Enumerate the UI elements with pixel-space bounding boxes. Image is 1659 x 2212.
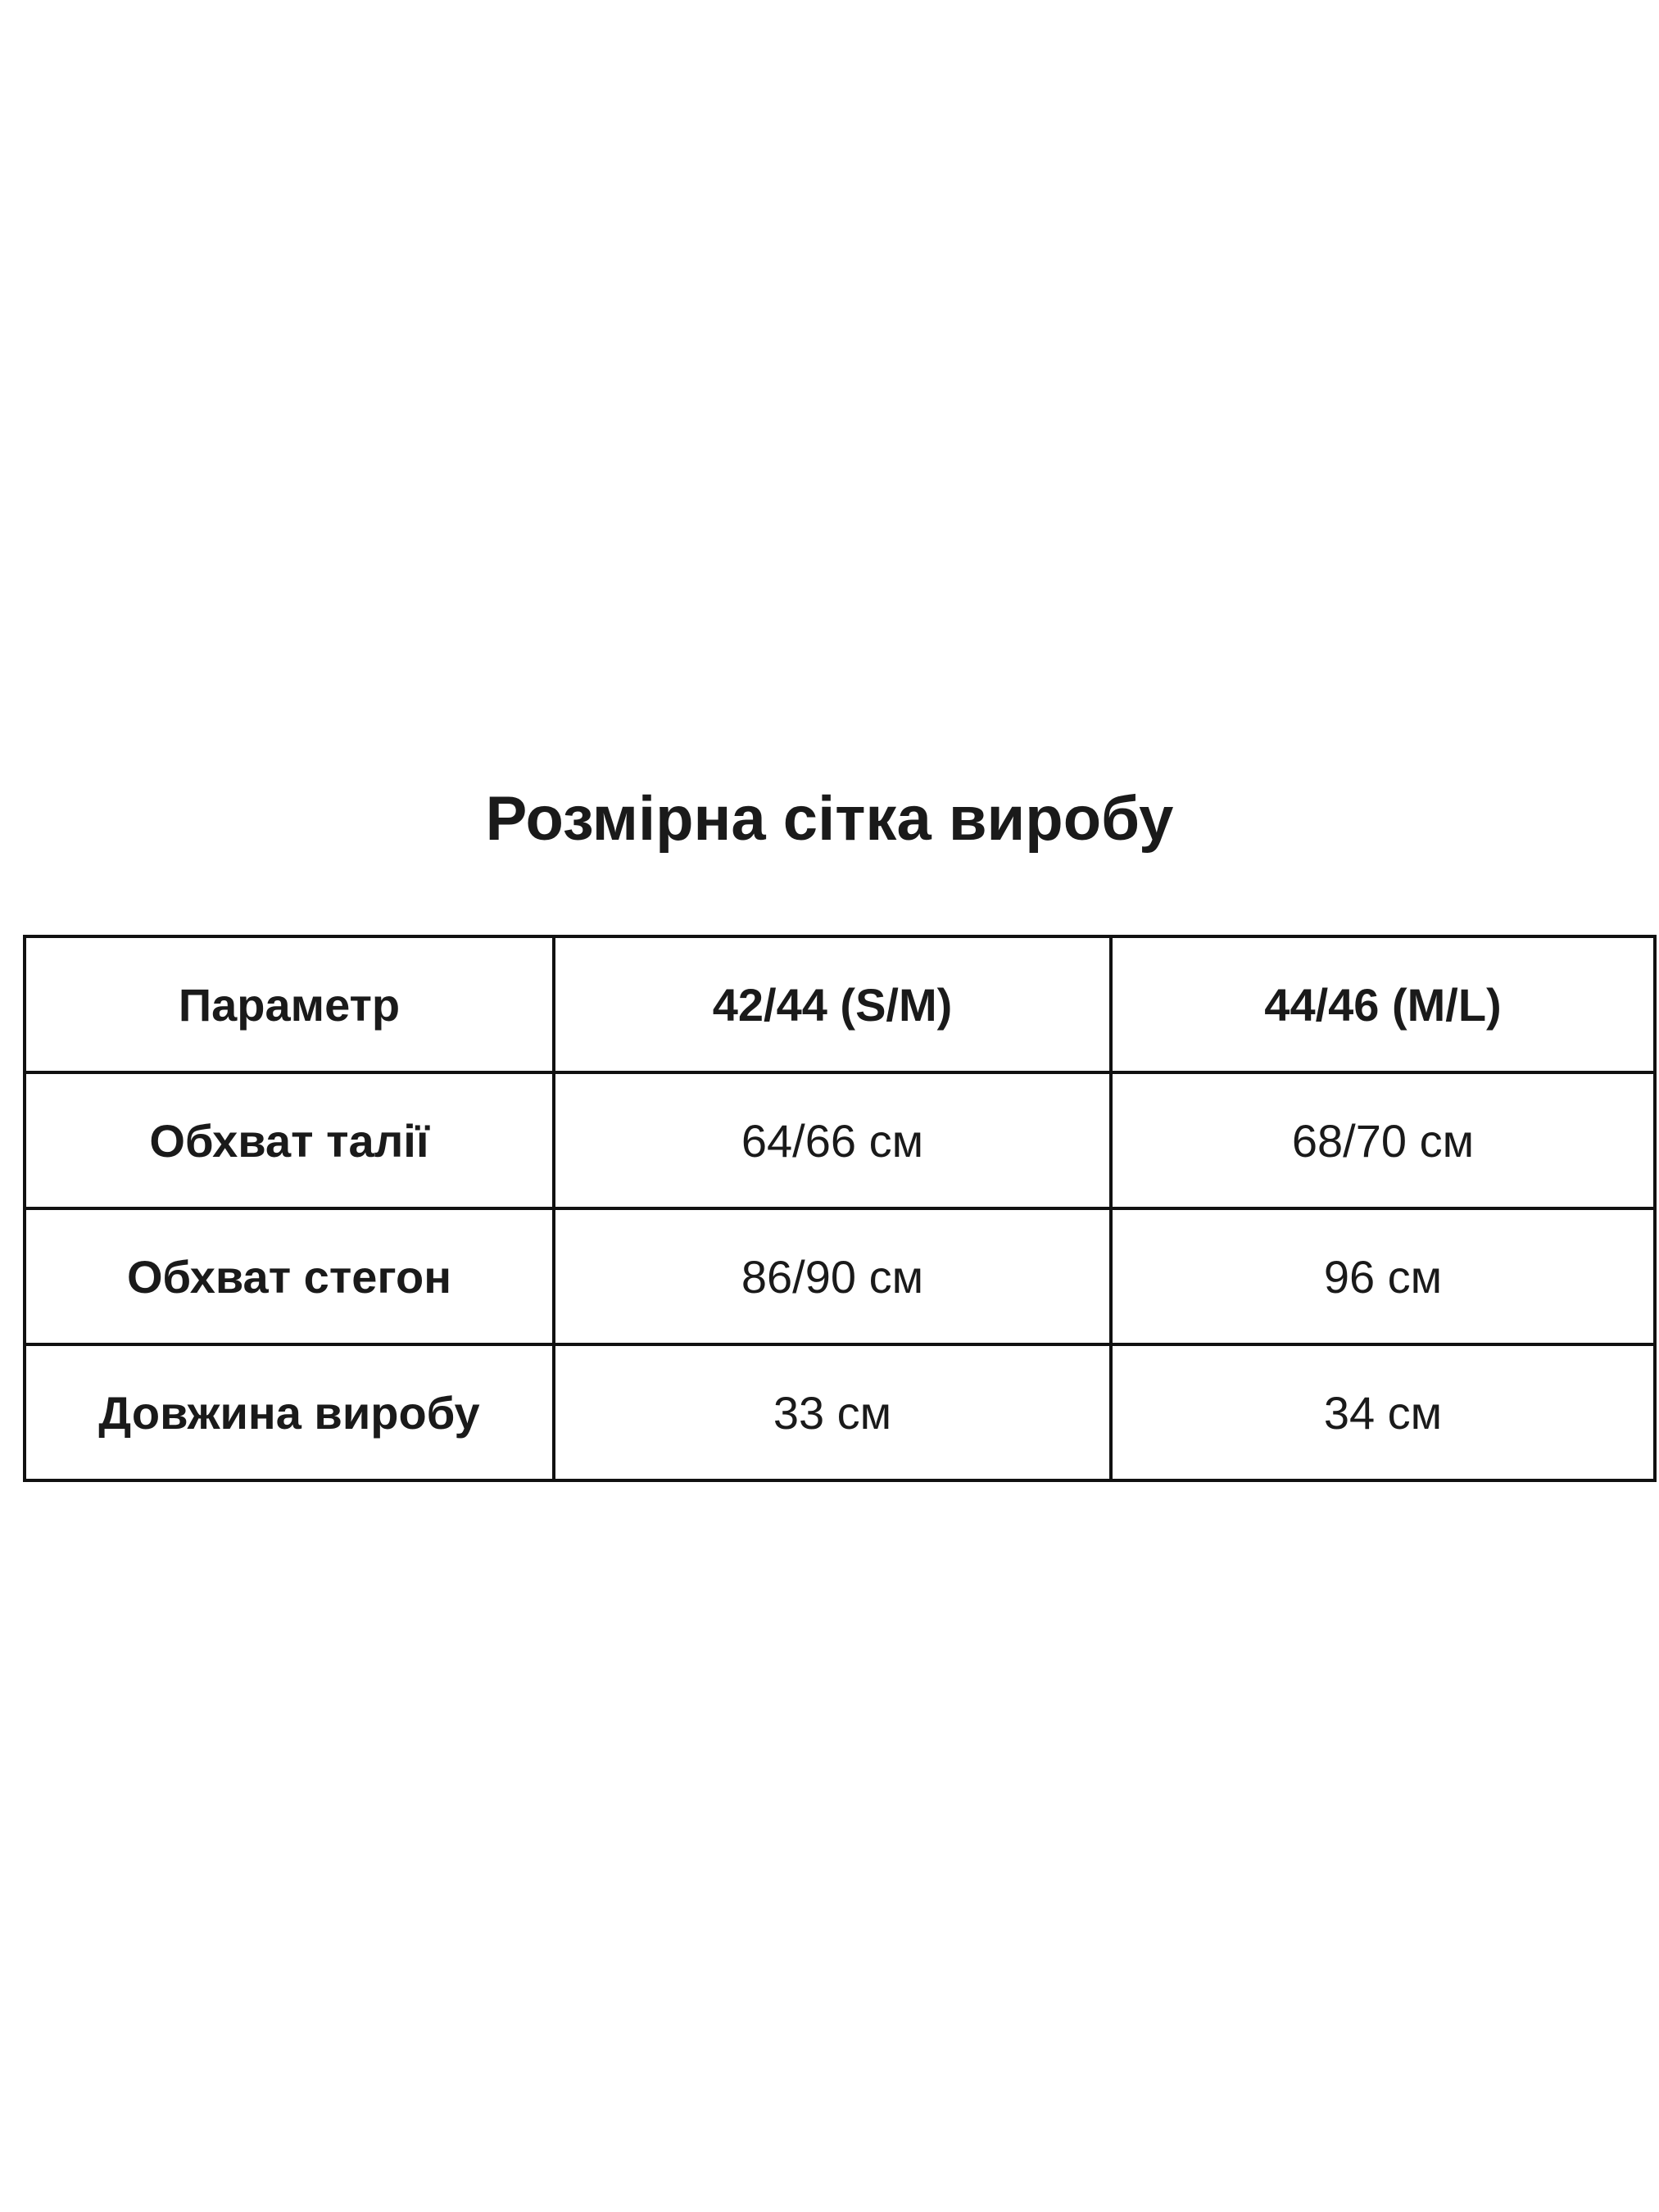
size-table <box>23 935 1657 1482</box>
page-title: Розмірна сітка виробу <box>485 784 1174 854</box>
table-cell: 68/70 см <box>1111 1072 1655 1208</box>
table-cell: 64/66 см <box>554 1072 1111 1208</box>
table-header-row <box>25 936 1655 1072</box>
table-cell: 86/90 см <box>554 1208 1111 1344</box>
row-label-length: Довжина виробу <box>25 1344 554 1480</box>
table-row <box>25 1344 1655 1480</box>
column-header-size-s-m: 42/44 (S/M) <box>554 936 1111 1072</box>
table-cell: 34 см <box>1111 1344 1655 1480</box>
row-label-hips: Обхват стегон <box>25 1208 554 1344</box>
table-cell: 96 см <box>1111 1208 1655 1344</box>
table-row <box>25 1208 1655 1344</box>
row-label-waist: Обхват талії <box>25 1072 554 1208</box>
table-row <box>25 1072 1655 1208</box>
table-cell: 33 см <box>554 1344 1111 1480</box>
column-header-size-m-l: 44/46 (M/L) <box>1111 936 1655 1072</box>
column-header-parameter: Параметр <box>25 936 554 1072</box>
